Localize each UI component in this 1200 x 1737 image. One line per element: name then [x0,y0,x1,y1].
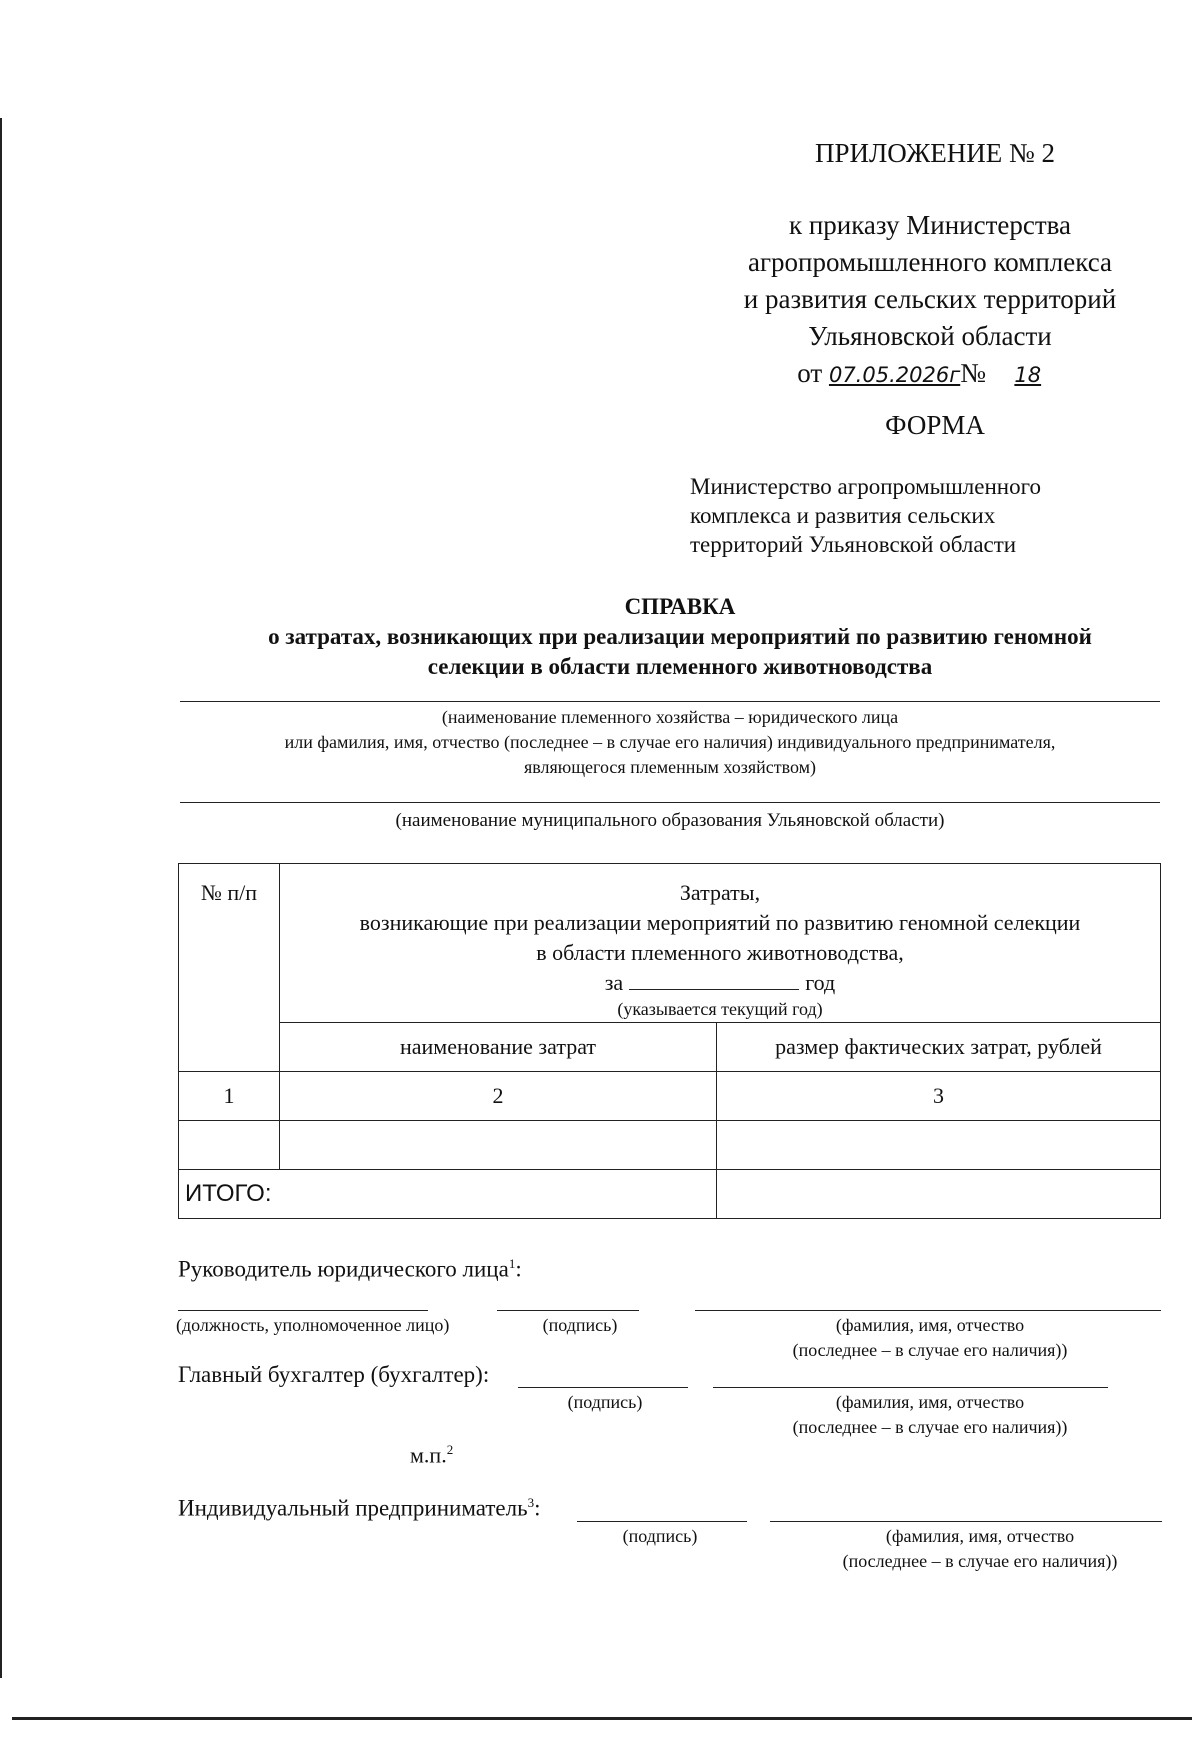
empty-cell[interactable] [717,1121,1161,1170]
order-reference [700,207,1160,394]
title-main: СПРАВКА [624,594,736,619]
costs-header-line: возникающие при реализации мероприятий по развитию геномной селекции [359,910,1081,935]
total-value-cell[interactable] [717,1170,1161,1219]
municipality-caption: (наименование муниципального образования Ульяновской области) [395,810,945,831]
accountant-sign-line[interactable] [518,1387,688,1388]
left-scan-edge [0,118,2,1678]
head-name-line[interactable] [695,1310,1161,1311]
municipality-fill-line [180,802,1160,803]
addressee-line: комплекса и развития сельских [690,503,996,528]
costs-header-line: Затраты, [679,880,761,905]
appendix-title: ПРИЛОЖЕНИЕ № 2 [814,138,1056,168]
entrepreneur-sign-caption: (подпись) [622,1526,698,1546]
order-line: и развития сельских территорий [743,284,1117,314]
order-line: к приказу Министерства [788,210,1072,240]
bottom-scan-edge [12,1717,1192,1720]
order-prefix: от [797,358,823,388]
entrepreneur-label-text: Индивидуальный предприниматель [178,1495,528,1521]
head-name-caption [700,1313,1160,1363]
col-amount-header: размер фактических затрат, рублей [717,1023,1161,1072]
accountant-name-caption [725,1390,1135,1440]
caption-line: (последнее – в случае его наличия)) [842,1551,1118,1571]
caption-line: или фамилия, имя, отчество (последнее – в случае его наличия) индивидуального предпринимателя, [284,732,1056,752]
total-label: ИТОГО: [179,1170,717,1219]
order-number: 18 [1014,363,1042,387]
caption-line: (фамилия, имя, отчество [885,1526,1075,1546]
stamp-place [410,1442,453,1468]
entrepreneur-name-line[interactable] [770,1521,1162,1522]
caption-line: (фамилия, имя, отчество [835,1392,1025,1412]
title-line: о затратах, возникающих при реализации мероприятий по развитию геномной [268,624,1092,649]
entrepreneur-label: Индивидуальный предприниматель$^3$: [178,1495,541,1521]
index-cell: 3 [717,1072,1161,1121]
stamp-text: м.п. [410,1442,447,1468]
addressee-line: Министерство агропромышленного [690,474,1041,499]
year-suffix: год [805,970,836,995]
index-cell: 1 [179,1072,280,1121]
index-cell: 2 [280,1072,717,1121]
caption-line: (фамилия, имя, отчество [835,1315,1025,1335]
year-line [280,968,1160,998]
footnote-mark: 1 [508,1256,516,1271]
document-title [180,592,1180,682]
footnote-mark: 3 [527,1495,535,1510]
form-label: ФОРМА [885,410,985,440]
col-name-header: наименование затрат [280,1023,717,1072]
head-sign-line[interactable] [497,1310,639,1311]
order-date: 07.05.2026г [828,363,961,387]
title-line: селекции в области племенного животноводства [427,654,933,679]
head-sign-caption: (подпись) [542,1315,618,1335]
addressee [690,472,1130,559]
year-note: (указывается текущий год) [617,999,823,1019]
year-prefix: за [604,970,624,995]
col-number-header: № п/п [179,864,280,1072]
costs-table [178,863,1161,1219]
empty-cell[interactable] [280,1121,717,1170]
accountant-label: Главный бухгалтер (бухгалтер): [178,1362,490,1387]
head-position-line[interactable] [178,1310,428,1311]
entity-caption [180,705,1160,780]
entrepreneur-sign-line[interactable] [577,1521,747,1522]
order-date-line [700,355,1160,394]
footnote-mark: 2 [446,1442,454,1457]
empty-cell[interactable] [179,1121,280,1170]
accountant-name-line[interactable] [713,1387,1108,1388]
head-position-caption: (должность, уполномоченное лицо) [176,1315,450,1335]
order-line: агропромышленного комплекса [748,247,1112,277]
addressee-line: территорий Ульяновской области [690,532,1017,557]
entrepreneur-name-caption [775,1524,1185,1574]
head-signature-label: Руководитель юридического лица$^1$: [178,1256,522,1282]
costs-header-line: в области племенного животноводства, [536,940,904,965]
order-line: Ульяновской области [808,321,1052,351]
order-number-label: № [960,358,986,388]
caption-line: являющегося племенным хозяйством) [523,757,817,777]
head-label-text: Руководитель юридического лица [178,1256,509,1282]
costs-header [280,864,1161,1023]
caption-line: (наименование племенного хозяйства – юридического лица [441,707,899,727]
entity-fill-line [180,701,1160,702]
caption-line: (последнее – в случае его наличия)) [792,1340,1068,1360]
year-blank[interactable] [629,971,799,990]
accountant-sign-caption: (подпись) [567,1392,643,1412]
caption-line: (последнее – в случае его наличия)) [792,1417,1068,1437]
